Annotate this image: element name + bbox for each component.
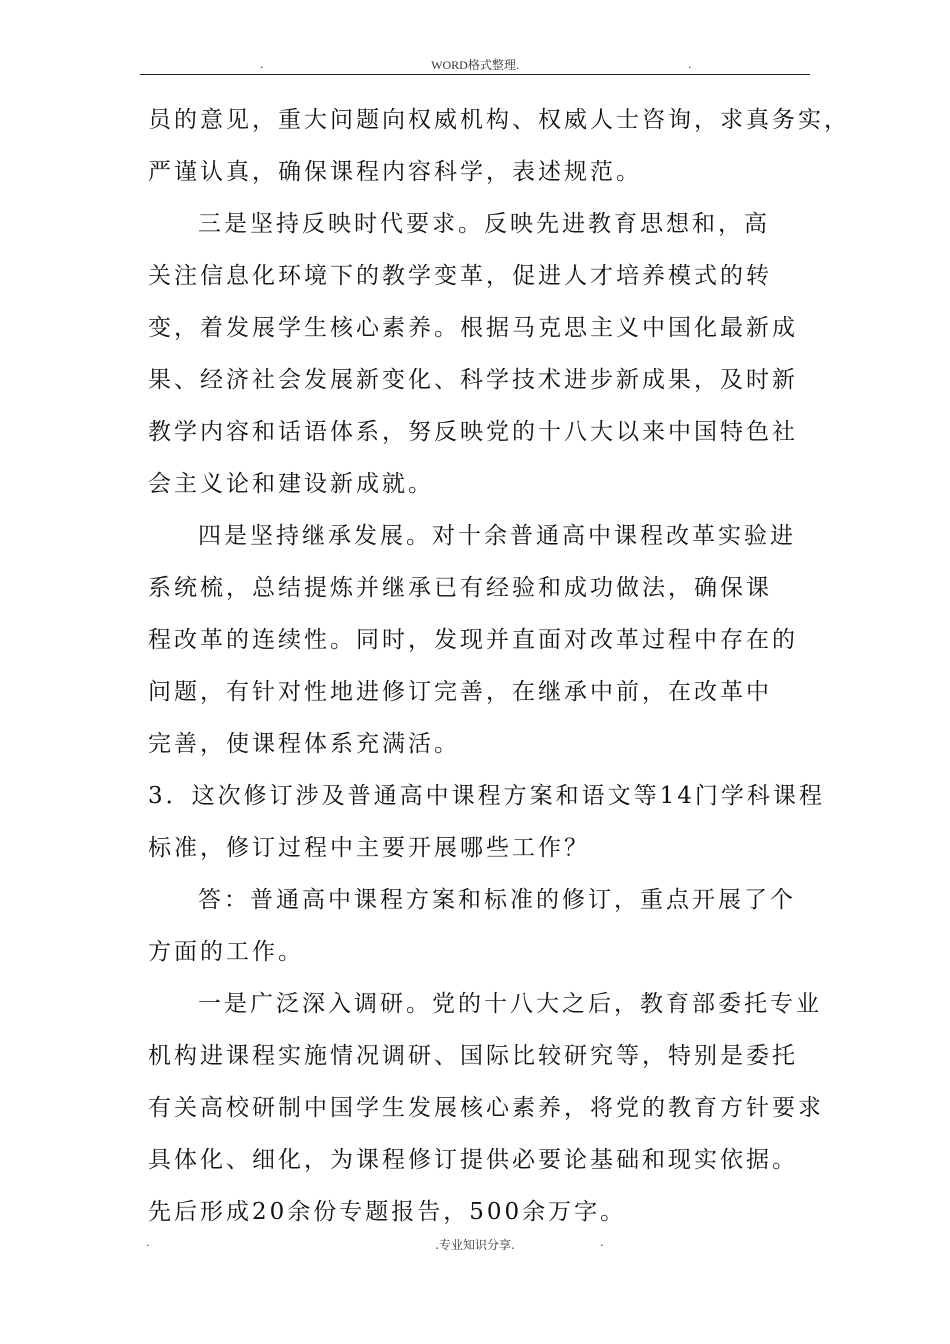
text-line: 问题，有针对性地进修订完善，在继承中前，在改革中 <box>148 679 772 705</box>
text-line: 完善，使课程体系充满活。 <box>148 731 460 757</box>
footer-dot-right: . <box>600 1236 604 1249</box>
paragraph-start-line: 一是广泛深入调研。党的十八大之后，教育部委托专业 <box>198 991 822 1017</box>
text-line: 有关高校研制中国学生发展核心素养，将党的教育方针要求 <box>148 1095 824 1121</box>
text-line: 会主义论和建设新成就。 <box>148 471 434 497</box>
text-line: 变，着发展学生核心素养。根据马克思主义中国化最新成 <box>148 315 798 341</box>
document-body <box>148 100 850 1244</box>
paragraph-start-line: 三是坚持反映时代要求。反映先进教育思想和，高 <box>198 211 770 237</box>
header-dot-left: . <box>260 58 264 71</box>
footer-dot-left: . <box>146 1236 150 1249</box>
question-heading-line: 3．这次修订涉及普通高中课程方案和语文等14门学科课程 <box>148 783 825 809</box>
paragraph-start-line: 四是坚持继承发展。对十余普通高中课程改革实验进 <box>198 523 796 549</box>
text-line: 严谨认真，确保课程内容科学，表述规范。 <box>148 159 642 185</box>
text-line: 教学内容和话语体系，努反映党的十八大以来中国特色社 <box>148 419 798 445</box>
page-footer <box>140 1236 810 1254</box>
answer-start-line: 答：普通高中课程方案和标准的修订，重点开展了个 <box>198 887 796 913</box>
question-heading-line: 标准，修订过程中主要开展哪些工作？ <box>148 835 590 861</box>
text-line: 具体化、细化，为课程修订提供必要论基础和现实依据。 <box>148 1147 798 1173</box>
footer-title: .专业知识分享. <box>435 1238 515 1252</box>
text-line: 机构进课程实施情况调研、国际比较研究等，特别是委托 <box>148 1043 798 1069</box>
text-line: 关注信息化环境下的教学变革，促进人才培养模式的转 <box>148 263 772 289</box>
text-line: 果、经济社会发展新变化、科学技术进步新成果，及时新 <box>148 367 798 393</box>
header-title: WORD格式整理. <box>431 58 519 72</box>
header-dot-right: . <box>688 58 692 71</box>
text-line: 员的意见，重大问题向权威机构、权威人士咨询，求真务实， <box>148 107 850 133</box>
text-line: 系统梳，总结提炼并继承已有经验和成功做法，确保课 <box>148 575 772 601</box>
text-line: 程改革的连续性。同时，发现并直面对改革过程中存在的 <box>148 627 798 653</box>
text-line: 方面的工作。 <box>148 939 304 965</box>
text-line: 先后形成20余份专题报告，500余万字。 <box>148 1199 627 1225</box>
page-header <box>140 56 810 75</box>
